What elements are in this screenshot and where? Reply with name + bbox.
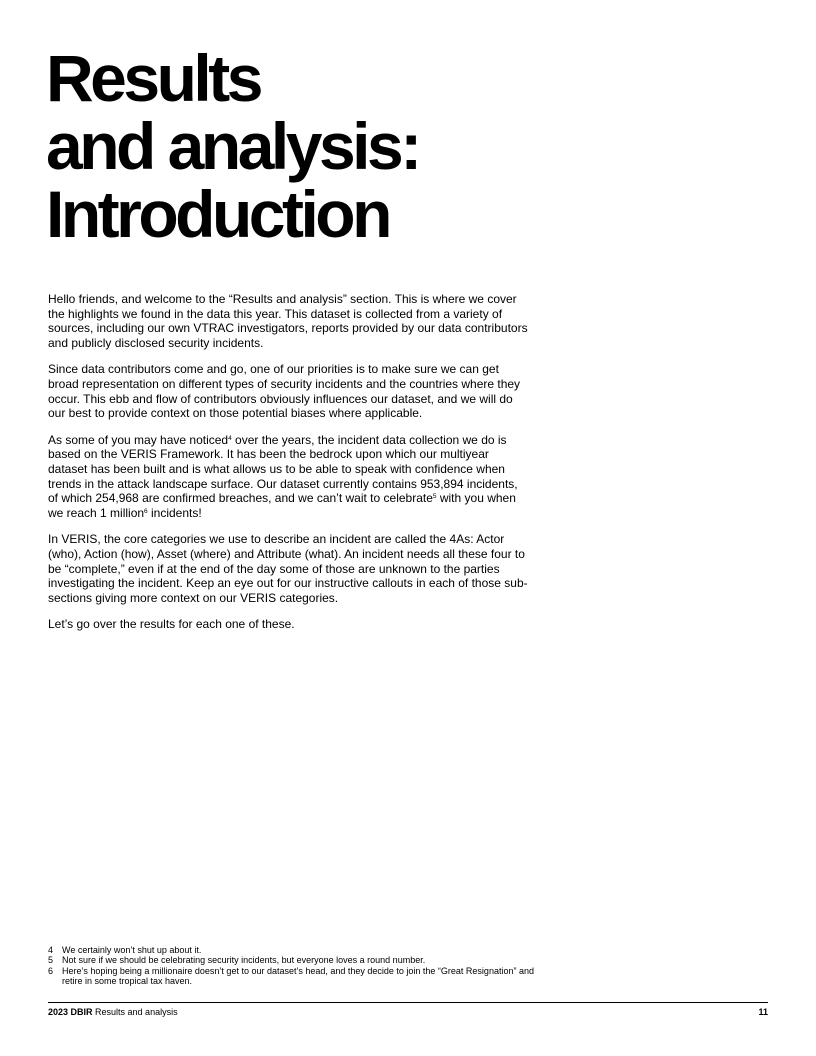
footnote-text: Not sure if we should be celebrating security incidents, but everyone loves a round number. <box>62 955 426 966</box>
paragraph-veris-text-3: with you when we reach 1 million <box>48 491 516 520</box>
paragraph-closing: Let’s go over the results for each one of these. <box>48 617 295 632</box>
page-footer <box>48 1007 768 1018</box>
title-line-1: Results <box>46 41 260 115</box>
page-number: 11 <box>758 1007 768 1017</box>
footnote-text: Here’s hoping being a millionaire doesn’t get to our dataset’s head, and they decide to join the “Great Resignation” and retire in some tropical tax haven. <box>62 965 534 987</box>
footer-report-name: 2023 DBIR <box>48 1007 93 1017</box>
body-text <box>48 292 528 644</box>
footnote-number: 6 <box>48 965 54 976</box>
title-line-3: Introduction <box>46 177 389 251</box>
paragraph-veris-text-1: As some of you may have noticed <box>48 432 229 447</box>
paragraph-veris-text-4: incidents! <box>147 505 202 520</box>
page-title <box>46 41 419 251</box>
paragraph-veris-text-2: over the years, the incident data collection we do is based on the VERIS Framework. It has been the bedrock upon which our multiyear dataset has been built and is what allows us to be able to speak with confidence when trends in the attack landscape surface. Our dataset currently contains 953,894 incidents, of which 254,968 are confirmed breaches, and we can’t wait to celebrate <box>48 432 518 506</box>
footnote <box>48 955 538 965</box>
footer-divider <box>48 1002 768 1003</box>
footnote-ref-5[interactable]: 5 <box>432 493 437 501</box>
footnote-ref-6[interactable]: 6 <box>144 507 148 515</box>
footnote-text: We certainly won’t shut up about it. <box>62 945 202 955</box>
paragraph-veris <box>48 433 528 521</box>
paragraph-contributors: Since data contributors come and go, one of our priorities is to make sure we can get broad representation on different types of security incidents and the countries where they occur. This ebb and flow of contributors obviously influences our dataset, and we will do our best to provide context on those potential biases where applicable. <box>48 362 521 421</box>
footnote-number: 4 <box>48 945 54 955</box>
paragraph-intro: Hello friends, and welcome to the “Results and analysis” section. This is where we cover the highlights we found in the data this year. This dataset is collected from a variety of sources, including our own VTRAC investigators, reports provided by our data contributors and publicly disclosed security incidents. <box>48 292 528 350</box>
paragraph-4as: In VERIS, the core categories we use to describe an incident are called the 4As: Actor (who), Action (how), Asset (where) and Attribute (what). An incident needs all these four to be “complete,” even if at the end of the day some of those are unknown to the parties investigating the incident. Keep an eye out for our instructive callouts in each of those sub-sections giving more context on our VERIS categories. <box>48 532 528 605</box>
footnotes <box>48 945 538 987</box>
footnote <box>48 945 538 955</box>
footer-section-name: Results and analysis <box>92 1007 178 1017</box>
footer-label <box>48 1007 178 1018</box>
footnote-ref-4[interactable]: 4 <box>228 434 232 442</box>
footnote <box>48 966 538 987</box>
title-line-2: and analysis: <box>46 109 419 183</box>
footnote-number: 5 <box>48 955 54 966</box>
